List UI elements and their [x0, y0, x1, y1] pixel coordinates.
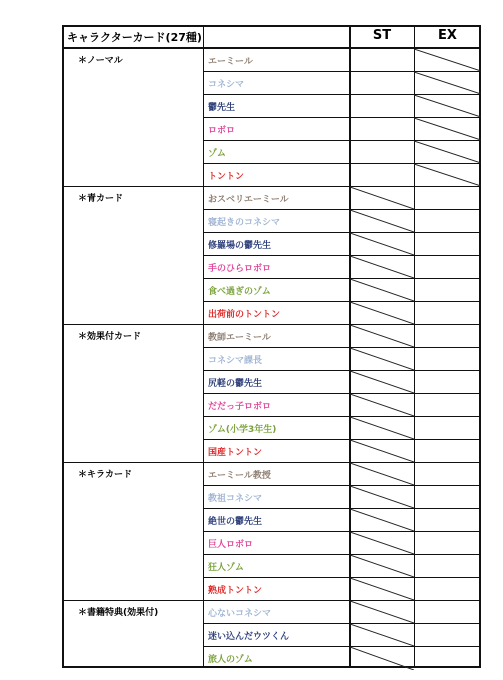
table-row — [204, 440, 481, 463]
st-check-cell — [350, 371, 414, 393]
not-applicable-slash — [414, 72, 481, 94]
not-applicable-slash — [350, 463, 414, 485]
ex-check-cell[interactable] — [414, 486, 481, 508]
card-name: だだっ子ロボロ — [208, 402, 272, 412]
card-name: 迷い込んだウツくん — [208, 632, 290, 642]
ex-check-cell[interactable] — [414, 187, 481, 209]
not-applicable-slash — [414, 95, 481, 117]
card-name: 鬱先生 — [208, 103, 236, 113]
column-header-st: ST — [372, 28, 392, 43]
card-name: 巨人ロボロ — [208, 540, 254, 550]
table-row — [204, 509, 481, 532]
card-name: 出荷前のトントン — [208, 310, 281, 320]
not-applicable-slash — [414, 141, 481, 163]
ex-check-cell — [414, 72, 481, 94]
st-check-cell — [350, 647, 414, 670]
table-row — [204, 486, 481, 509]
table-row — [204, 578, 481, 601]
table-row — [204, 49, 481, 72]
card-name: 狂人ゾム — [208, 563, 244, 573]
table-row — [204, 348, 481, 371]
card-name: 手のひらロボロ — [208, 264, 272, 274]
ex-check-cell[interactable] — [414, 348, 481, 370]
not-applicable-slash — [350, 187, 414, 209]
ex-check-cell[interactable] — [414, 509, 481, 531]
ex-check-cell[interactable] — [414, 279, 481, 301]
table-header — [64, 27, 479, 49]
card-name: ロボロ — [208, 126, 236, 136]
not-applicable-slash — [350, 348, 414, 370]
st-check-cell[interactable] — [350, 141, 414, 163]
not-applicable-slash — [350, 233, 414, 255]
not-applicable-slash — [350, 440, 414, 462]
ex-check-cell — [414, 95, 481, 117]
category-label: ＊効果付カード — [78, 332, 142, 342]
table-row — [204, 72, 481, 95]
st-check-cell — [350, 486, 414, 508]
card-name: 食べ過ぎのゾム — [208, 287, 271, 297]
not-applicable-slash — [350, 647, 414, 670]
not-applicable-slash — [350, 302, 414, 324]
ex-check-cell[interactable] — [414, 233, 481, 255]
card-name: ゾム(小学3年生) — [208, 425, 277, 435]
card-name: 寝起きのコネシマ — [208, 218, 281, 228]
card-name: 尻軽の鬱先生 — [208, 379, 263, 389]
st-check-cell — [350, 325, 414, 347]
ex-check-cell — [414, 141, 481, 163]
ex-check-cell — [414, 49, 481, 71]
category-label: ＊書籍特典(効果付) — [78, 608, 159, 618]
st-check-cell — [350, 394, 414, 416]
st-check-cell[interactable] — [350, 72, 414, 94]
not-applicable-slash — [414, 164, 481, 186]
ex-check-cell[interactable] — [414, 325, 481, 347]
ex-check-cell[interactable] — [414, 417, 481, 439]
card-name: 教師エーミール — [208, 333, 271, 343]
not-applicable-slash — [350, 624, 414, 646]
ex-check-cell[interactable] — [414, 440, 481, 462]
card-name: コネシマ課長 — [208, 356, 263, 366]
not-applicable-slash — [414, 49, 481, 71]
table-row — [204, 256, 481, 279]
category-cell — [64, 325, 204, 463]
st-check-cell — [350, 578, 414, 600]
not-applicable-slash — [350, 279, 414, 301]
st-check-cell — [350, 463, 414, 485]
st-check-cell — [350, 555, 414, 577]
not-applicable-slash — [414, 118, 481, 140]
table-row — [204, 371, 481, 394]
st-check-cell — [350, 624, 414, 646]
ex-check-cell[interactable] — [414, 210, 481, 232]
not-applicable-slash — [350, 555, 414, 577]
st-check-cell — [350, 210, 414, 232]
st-check-cell[interactable] — [350, 49, 414, 71]
table-row — [204, 647, 481, 670]
ex-check-cell[interactable] — [414, 555, 481, 577]
st-check-cell — [350, 187, 414, 209]
ex-check-cell[interactable] — [414, 371, 481, 393]
not-applicable-slash — [350, 210, 414, 232]
column-header-ex: EX — [438, 28, 457, 43]
ex-check-cell[interactable] — [414, 463, 481, 485]
category-label: ＊ノーマル — [78, 56, 123, 66]
ex-check-cell[interactable] — [414, 624, 481, 646]
not-applicable-slash — [350, 486, 414, 508]
card-name: 国産トントン — [208, 448, 263, 458]
table-row — [204, 601, 481, 624]
st-check-cell — [350, 348, 414, 370]
table-row — [204, 624, 481, 647]
ex-check-cell — [414, 118, 481, 140]
st-check-cell — [350, 279, 414, 301]
st-check-cell — [350, 509, 414, 531]
ex-check-cell[interactable] — [414, 302, 481, 324]
table-row — [204, 302, 481, 325]
ex-check-cell[interactable] — [414, 532, 481, 554]
category-cell — [64, 601, 204, 670]
st-check-cell[interactable] — [350, 95, 414, 117]
st-check-cell — [350, 417, 414, 439]
table-row — [204, 532, 481, 555]
st-check-cell[interactable] — [350, 164, 414, 186]
table-row — [204, 463, 481, 486]
not-applicable-slash — [350, 325, 414, 347]
card-name: おスベリエーミール — [208, 195, 289, 205]
st-check-cell[interactable] — [350, 118, 414, 140]
table-row — [204, 417, 481, 440]
ex-check-cell[interactable] — [414, 647, 481, 670]
card-name: 旅人のゾム — [208, 655, 253, 665]
not-applicable-slash — [350, 417, 414, 439]
card-name: ゾム — [208, 149, 226, 159]
card-name: 心ないコネシマ — [208, 609, 272, 619]
ex-check-cell[interactable] — [414, 394, 481, 416]
not-applicable-slash — [350, 532, 414, 554]
card-name: 教祖コネシマ — [208, 494, 263, 504]
category-label: ＊青カード — [78, 194, 124, 204]
ex-check-cell — [414, 164, 481, 186]
checklist-table — [62, 25, 481, 668]
ex-check-cell[interactable] — [414, 256, 481, 278]
ex-check-cell[interactable] — [414, 578, 481, 600]
category-cell — [64, 463, 204, 601]
table-row — [204, 164, 481, 187]
category-cell — [64, 49, 204, 187]
ex-check-cell[interactable] — [414, 601, 481, 623]
st-check-cell — [350, 532, 414, 554]
card-name: エーミール — [208, 57, 253, 67]
table-row — [204, 118, 481, 141]
not-applicable-slash — [350, 371, 414, 393]
category-cell — [64, 187, 204, 325]
st-check-cell — [350, 440, 414, 462]
table-row — [204, 233, 481, 256]
card-name: 絶世の鬱先生 — [208, 517, 263, 527]
category-label: ＊キラカード — [78, 470, 133, 480]
not-applicable-slash — [350, 601, 414, 623]
table-row — [204, 141, 481, 164]
st-check-cell — [350, 302, 414, 324]
st-check-cell — [350, 601, 414, 623]
card-name: 熟成トントン — [208, 586, 263, 596]
not-applicable-slash — [350, 578, 414, 600]
not-applicable-slash — [350, 256, 414, 278]
card-name: 修羅場の鬱先生 — [208, 241, 272, 251]
card-name: エーミール教授 — [208, 471, 271, 481]
not-applicable-slash — [350, 509, 414, 531]
card-name: コネシマ — [208, 80, 245, 90]
table-row — [204, 555, 481, 578]
not-applicable-slash — [350, 394, 414, 416]
card-name: トントン — [208, 172, 245, 182]
table-row — [204, 279, 481, 302]
table-row — [204, 210, 481, 233]
table-row — [204, 394, 481, 417]
st-check-cell — [350, 256, 414, 278]
table-row — [204, 95, 481, 118]
table-row — [204, 325, 481, 348]
table-row — [204, 187, 481, 210]
st-check-cell — [350, 233, 414, 255]
table-title: キャラクターカード(27種) — [67, 31, 202, 44]
